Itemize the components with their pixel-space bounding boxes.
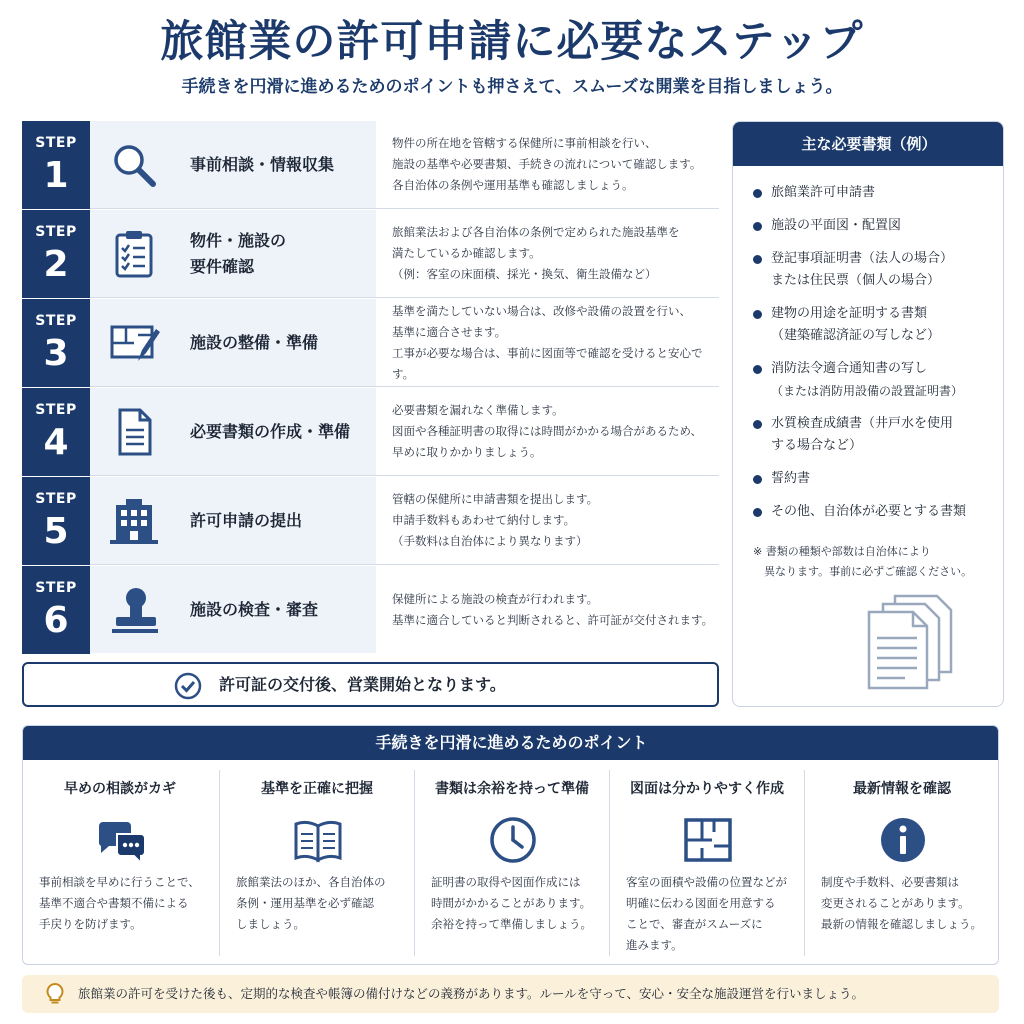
step-row-4 [22, 388, 719, 476]
step-badge [22, 121, 90, 209]
docs-list-item [753, 215, 1001, 237]
step-desc-line: 満たしているか確認します。 [392, 246, 541, 260]
step-desc-line: （手数料は自治体により異なります） [392, 534, 588, 548]
docs-item-line: （建築確認済証の写しなど） [771, 328, 941, 343]
step-desc-line: 保健所による施設の検査が行われます。 [392, 591, 599, 606]
step-title-line: 事前相談・情報収集 [190, 154, 335, 174]
step-badge [22, 388, 90, 476]
docs-list-item [753, 248, 1001, 292]
step-title-line: 施設の整備・準備 [190, 332, 319, 352]
docs-list-item [753, 182, 1001, 204]
step-title-line: 物件・施設の [190, 230, 287, 250]
tip-card [414, 770, 608, 956]
step-title [190, 477, 376, 564]
step-desc-line: 早めに取りかかりましょう。 [392, 445, 542, 459]
step-title [190, 210, 376, 297]
step-row-6 [22, 566, 719, 654]
clock-icon [487, 814, 539, 866]
tip-description [626, 872, 800, 956]
approval-text: 許可証の交付後、営業開始となります。 [219, 675, 506, 694]
lightbulb-icon [44, 982, 66, 1006]
step-badge [22, 566, 90, 654]
step-number: 5 [43, 511, 69, 552]
step-badge [22, 210, 90, 298]
step-row-5 [22, 477, 719, 565]
step-desc-line: 工事が必要な場合は、事前に図面等で確認を受けると安心です。 [392, 345, 703, 381]
step-description [386, 566, 719, 653]
tips-title: 手続きを円滑に進めるためのポイント [23, 726, 999, 760]
step-title [190, 121, 376, 208]
clipboard-checklist-icon [108, 228, 160, 280]
tip-card [609, 770, 803, 956]
docs-note-line: ※ 書類の種類や部数は自治体により [753, 545, 931, 558]
step-label: STEP [35, 580, 77, 596]
step-header [90, 388, 376, 475]
step-header [90, 121, 376, 208]
tip-card [23, 770, 217, 956]
document-icon [108, 406, 160, 458]
step-list [22, 121, 719, 651]
step-desc-line: 各自治体の条例や運用基準も確認しましょう。 [392, 178, 634, 192]
footer-text: 旅館業の許可を受けた後も、定期的な検査や帳簿の備付けなどの義務があります。ルールを守って、安心・安全な施設運営を行いましょう。 [78, 986, 865, 1001]
tip-description [431, 872, 605, 935]
tip-title: 最新情報を確認 [853, 781, 951, 797]
floorplan-pencil-icon [108, 317, 160, 369]
step-label: STEP [35, 491, 77, 507]
docs-item-line: 旅館業許可申請書 [771, 185, 876, 200]
info-icon [877, 814, 929, 866]
docs-item-line: （または消防用設備の設置証明書） [771, 384, 964, 398]
step-title-line: 必要書類の作成・準備 [190, 421, 351, 441]
step-desc-line: 施設の基準や必要書類、手続きの流れについて確認します。 [392, 157, 702, 171]
step-title-line: 許可申請の提出 [190, 510, 303, 530]
docs-list-item [753, 468, 1001, 490]
step-row-1 [22, 121, 719, 209]
step-title-line: 要件確認 [190, 256, 255, 276]
tip-desc-line: 事前相談を早めに行うことで、 [39, 875, 200, 889]
step-desc-line: （例：客室の床面積、採光・換気、衛生設備など） [392, 267, 657, 281]
tip-desc-line: 進みます。 [626, 938, 683, 952]
step-desc-line: 旅館業法および各自治体の条例で定められた施設基準を [392, 225, 680, 239]
step-desc-line: 図面や各種証明書の取得には時間がかかる場合があるため、 [392, 424, 703, 438]
tip-desc-line: 制度や手数料、必要書類は [821, 875, 959, 889]
step-number: 4 [43, 422, 69, 463]
docs-item-line: する場合など） [771, 438, 863, 453]
docs-item-line: 消防法令適合通知書の写し [771, 361, 928, 376]
chat-bubbles-icon [95, 814, 147, 866]
step-row-2 [22, 210, 719, 298]
docs-item-line: その他、自治体が必要とする書類 [771, 504, 967, 519]
tip-card [219, 770, 413, 956]
step-header [90, 210, 376, 297]
step-desc-line: 基準を満たしていない場合は、改修や設備の設置を行い、 [392, 303, 691, 318]
tip-desc-line: 明確に伝わる図面を用意する [626, 896, 776, 910]
step-desc-line: 物件の所在地を管轄する保健所に事前相談を行い、 [392, 136, 657, 150]
footer-note [22, 975, 999, 1013]
documents-stack-icon [861, 592, 961, 692]
tip-title: 書類は余裕を持って準備 [435, 781, 589, 797]
tip-title: 早めの相談がカギ [64, 781, 176, 797]
step-header [90, 477, 376, 564]
tip-description [39, 872, 213, 935]
tip-description [821, 872, 995, 935]
docs-list-item [753, 413, 1001, 457]
step-number: 1 [43, 155, 69, 196]
docs-title: 主な必要書類（例） [733, 122, 1004, 166]
step-description [386, 388, 719, 475]
step-header [90, 566, 376, 653]
docs-item-line: 登記事項証明書（法人の場合） [771, 251, 954, 266]
tip-desc-line: しましょう。 [236, 917, 305, 931]
docs-note [753, 542, 997, 582]
tip-desc-line: 基準不適合や書類不備による [39, 896, 189, 910]
building-icon [108, 495, 160, 547]
step-desc-line: 必要書類を漏れなく準備します。 [392, 403, 564, 417]
page-subtitle: 手続きを円滑に進めるためのポイントも押さえて、スムーズな開業を目指しましょう。 [181, 77, 843, 97]
tip-desc-line: 時間がかかることがあります。 [431, 896, 592, 910]
step-desc-line: 基準に適合していると判断されると、許可証が交付されます。 [392, 612, 714, 627]
tip-desc-line: 条例・運用基準を必ず確認 [236, 896, 374, 910]
step-number: 3 [43, 333, 69, 374]
step-number: 6 [43, 600, 69, 641]
tip-desc-line: 最新の情報を確認しましょう。 [821, 917, 982, 931]
docs-list [753, 182, 1001, 534]
step-badge [22, 299, 90, 387]
step-desc-line: 管轄の保健所に申請書類を提出します。 [392, 492, 599, 506]
docs-list-item [753, 501, 1001, 523]
tip-desc-line: 客室の面積や設備の位置などが [626, 875, 787, 889]
step-label: STEP [35, 224, 77, 240]
tips-panel [22, 725, 999, 965]
step-description [386, 121, 719, 208]
tip-title: 図面は分かりやすく作成 [630, 781, 784, 797]
docs-item-line: 水質検査成績書（井戸水を使用 [771, 416, 954, 431]
step-desc-line: 申請手数料もあわせて納付します。 [392, 513, 576, 527]
tip-card [804, 770, 998, 956]
docs-item-line: 誓約書 [771, 471, 811, 486]
step-label: STEP [35, 313, 77, 329]
step-header [90, 299, 376, 386]
step-title [190, 566, 376, 653]
docs-item-line: 施設の平面図・配置図 [771, 218, 902, 233]
tip-desc-line: 変更されることがあります。 [821, 896, 970, 910]
docs-item-line: 建物の用途を証明する書類 [771, 306, 928, 321]
tip-description [236, 872, 410, 935]
step-title [190, 299, 376, 386]
check-circle-icon [174, 672, 202, 700]
magnifier-icon [108, 139, 160, 191]
step-label: STEP [35, 135, 77, 151]
page-title: 旅館業の許可申請に必要なステップ [160, 17, 864, 67]
step-number: 2 [43, 244, 69, 285]
step-desc-line: 基準に適合させます。 [392, 324, 507, 339]
approval-banner [22, 662, 719, 707]
step-description [386, 299, 719, 386]
floorplan-icon [682, 814, 734, 866]
tip-desc-line: 余裕を持って準備しましょう。 [431, 917, 592, 931]
step-badge [22, 477, 90, 565]
open-book-icon [292, 814, 344, 866]
step-row-3 [22, 299, 719, 387]
step-title [190, 388, 376, 475]
docs-list-item [753, 358, 1001, 402]
step-title-line: 施設の検査・審査 [190, 599, 319, 619]
docs-item-line: または住民票（個人の場合） [771, 273, 941, 288]
docs-note-line: 異なります。事前に必ずご確認ください。 [753, 565, 973, 578]
stamp-icon [108, 584, 160, 636]
tip-title: 基準を正確に把握 [261, 781, 373, 797]
step-description [386, 210, 719, 297]
tip-desc-line: ことで、審査がスムーズに [626, 917, 763, 931]
docs-list-item [753, 303, 1001, 347]
tip-desc-line: 証明書の取得や図面作成には [431, 875, 581, 889]
step-label: STEP [35, 402, 77, 418]
step-description [386, 477, 719, 564]
tip-desc-line: 旅館業法のほか、各自治体の [236, 875, 386, 889]
required-documents-panel [732, 121, 1004, 707]
tip-desc-line: 手戻りを防げます。 [39, 917, 142, 931]
